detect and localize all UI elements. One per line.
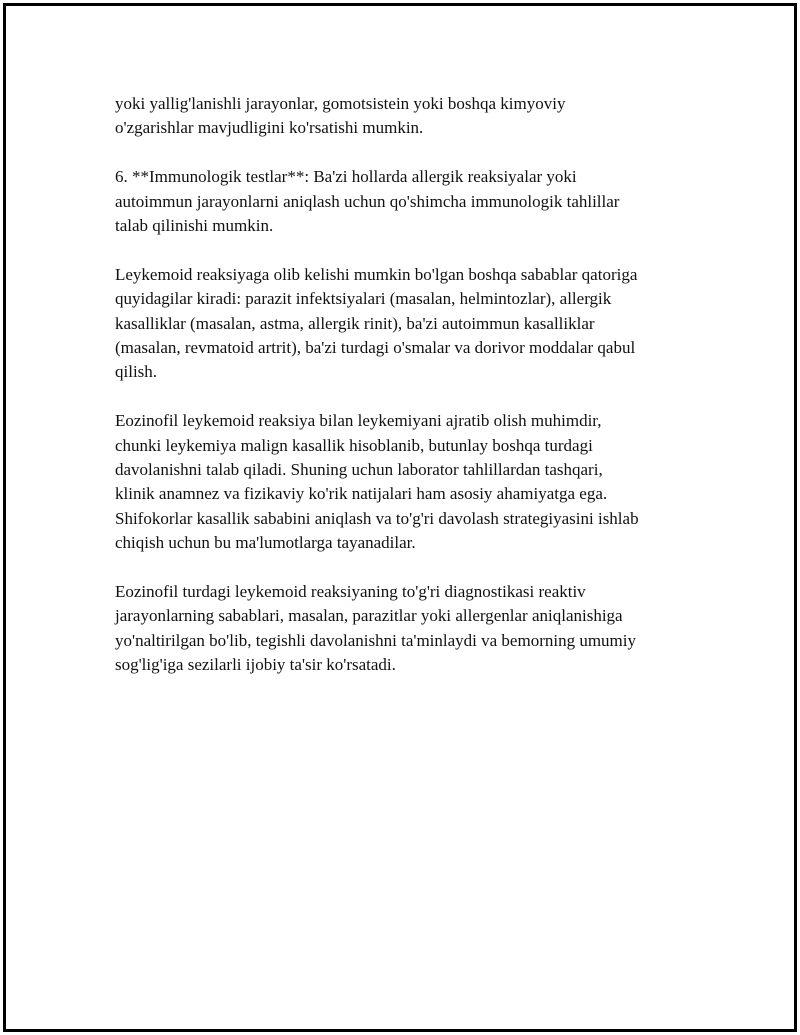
paragraph (115, 409, 705, 555)
text-line: qilish. (115, 362, 158, 382)
text-line: Leykemoid reaksiyaga olib kelishi mumkin bo'lgan boshqa sabablar qatoriga (115, 264, 638, 284)
text-line: chunki leykemiya malign kasallik hisoblanib, butunlay boshqa turdagi (115, 435, 593, 455)
text-line: klinik anamnez va fizikaviy ko'rik natijalari ham asosiy ahamiyatga ega. (115, 484, 608, 504)
text-line: kasalliklar (masalan, astma, allergik rinit), ba'zi autoimmun kasalliklar (115, 313, 595, 333)
paragraph (115, 580, 705, 678)
text-line: talab qilinishi mumkin. (115, 216, 274, 236)
text-line: sog'lig'iga sezilarli ijobiy ta'sir ko'rsatadi. (115, 655, 396, 675)
text-line: Eozinofil turdagi leykemoid reaksiyaning to'g'ri diagnostikasi reaktiv (115, 582, 586, 602)
text-line: yo'naltirilgan bo'lib, tegishli davolanishni ta'minlaydi va bemorning umumiy (115, 630, 637, 650)
paragraph (115, 263, 705, 385)
text-line: 6. **Immunologik testlar**: Ba'zi hollarda allergik reaksiyalar yoki (115, 167, 577, 187)
text-line: o'zgarishlar mavjudligini ko'rsatishi mumkin. (115, 118, 424, 138)
document-body (115, 92, 705, 702)
text-line: jarayonlarning sabablari, masalan, parazitlar yoki allergenlar aniqlanishiga (115, 606, 623, 626)
text-line: quyidagilar kiradi: parazit infektsiyalari (masalan, helmintozlar), allergik (115, 289, 612, 309)
text-line: (masalan, revmatoid artrit), ba'zi turdagi o'smalar va dorivor moddalar qabul (115, 338, 636, 358)
paragraph (115, 165, 705, 238)
paragraph (115, 92, 705, 141)
text-line: Shifokorlar kasallik sababini aniqlash va to'g'ri davolash strategiyasini ishlab (115, 508, 639, 528)
text-line: chiqish uchun bu ma'lumotlarga tayanadilar. (115, 533, 416, 553)
text-line: Eozinofil leykemoid reaksiya bilan leykemiyani ajratib olish muhimdir, (115, 411, 602, 431)
text-line: davolanishni talab qiladi. Shuning uchun laborator tahlillardan tashqari, (115, 460, 603, 480)
text-line: yoki yallig'lanishli jarayonlar, gomotsistein yoki boshqa kimyoviy (115, 94, 566, 113)
text-line: autoimmun jarayonlarni aniqlash uchun qo'shimcha immunologik tahlillar (115, 191, 620, 211)
